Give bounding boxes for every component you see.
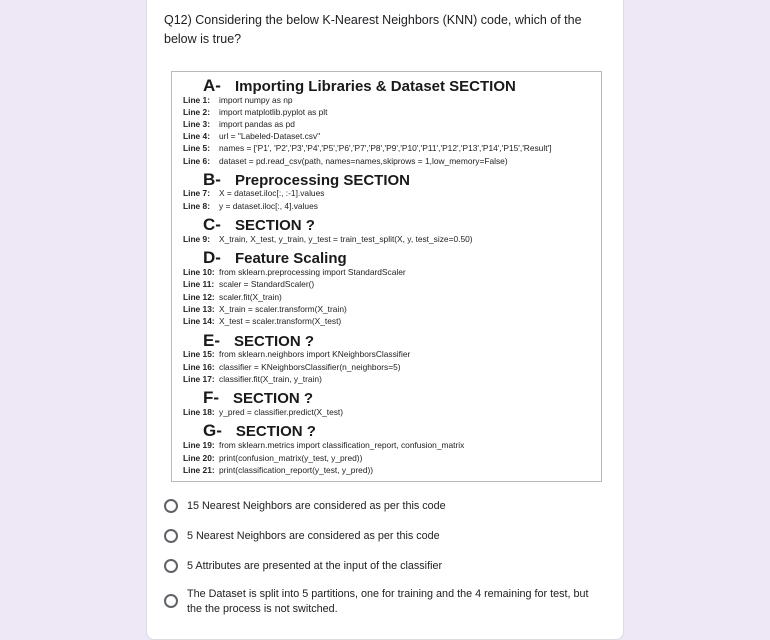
- option-2[interactable]: [164, 529, 602, 544]
- code-image: [171, 71, 602, 482]
- code-line: Line 12: scaler.fit(X_train): [183, 292, 282, 302]
- question-text: Q12) Considering the below K-Nearest Neighbors (KNN) code, which of the below is true?: [164, 13, 582, 46]
- code-line: Line 19: from sklearn.metrics import classification_report, confusion_matrix: [183, 440, 465, 450]
- code-line: Line 17: classifier.fit(X_train, y_train): [183, 374, 322, 384]
- option-label: 15 Nearest Neighbors are considered as per this code: [187, 500, 446, 512]
- radio-button[interactable]: [164, 559, 178, 573]
- option-4[interactable]: [164, 587, 602, 617]
- section-header-g: G- SECTION ?: [203, 421, 316, 440]
- code-line: Line 18: y_pred = classifier.predict(X_test): [183, 407, 344, 417]
- radio-button[interactable]: [164, 529, 178, 543]
- code-line: Line 3: import pandas as pd: [183, 119, 295, 129]
- question-card: [146, 0, 624, 640]
- section-header-e: E- SECTION ?: [203, 331, 315, 350]
- code-line: Line 21: print(classification_report(y_test, y_pred)): [183, 465, 374, 475]
- code-line: Line 11: scaler = StandardScaler(): [183, 279, 315, 289]
- code-line: Line 5: names = ['P1', 'P2','P3','P4','P5','P6','P7','P8','P9','P10','P11','P12','P13','P14','P15','Result']: [183, 143, 552, 153]
- code-line: Line 13: X_train = scaler.transform(X_train): [183, 304, 347, 314]
- option-3[interactable]: [164, 559, 602, 574]
- section-header-d: D- Feature Scaling: [203, 248, 347, 267]
- option-label: The Dataset is split into 5 partitions, one for training and the 4 remaining for test, but the the process is not switched.: [187, 588, 589, 615]
- radio-button[interactable]: [164, 594, 178, 608]
- code-line: Line 16: classifier = KNeighborsClassifier(n_neighbors=5): [183, 362, 401, 372]
- section-header-a: A- Importing Libraries & Dataset SECTION: [203, 76, 516, 95]
- code-line: Line 7: X = dataset.iloc[:, :-1].values: [183, 188, 325, 198]
- option-label: 5 Attributes are presented at the input of the classifier: [187, 560, 443, 572]
- radio-button[interactable]: [164, 499, 178, 513]
- code-line: Line 14: X_test = scaler.transform(X_test): [183, 316, 342, 326]
- section-header-f: F- SECTION ?: [203, 388, 314, 407]
- code-line: Line 20: print(confusion_matrix(y_test, y_pred)): [183, 453, 363, 463]
- option-label: 5 Nearest Neighbors are considered as per this code: [187, 530, 440, 542]
- code-line: Line 1: import numpy as np: [183, 95, 293, 105]
- option-1[interactable]: [164, 499, 602, 514]
- code-line: Line 10: from sklearn.preprocessing import StandardScaler: [183, 267, 406, 277]
- section-header-c: C- SECTION ?: [203, 215, 315, 234]
- code-line: Line 9: X_train, X_test, y_train, y_test = train_test_split(X, y, test_size=0.50): [183, 234, 473, 244]
- code-line: Line 15: from sklearn.neighbors import KNeighborsClassifier: [183, 349, 411, 359]
- code-line: Line 8: y = dataset.iloc[:, 4].values: [183, 201, 318, 211]
- code-line: Line 4: url = "Labeled-Dataset.csv": [183, 131, 321, 141]
- code-line: Line 6: dataset = pd.read_csv(path, names=names,skiprows = 1,low_memory=False): [183, 156, 508, 166]
- section-header-b: B- Preprocessing SECTION: [203, 170, 411, 189]
- code-line: Line 2: import matplotlib.pyplot as plt: [183, 107, 328, 117]
